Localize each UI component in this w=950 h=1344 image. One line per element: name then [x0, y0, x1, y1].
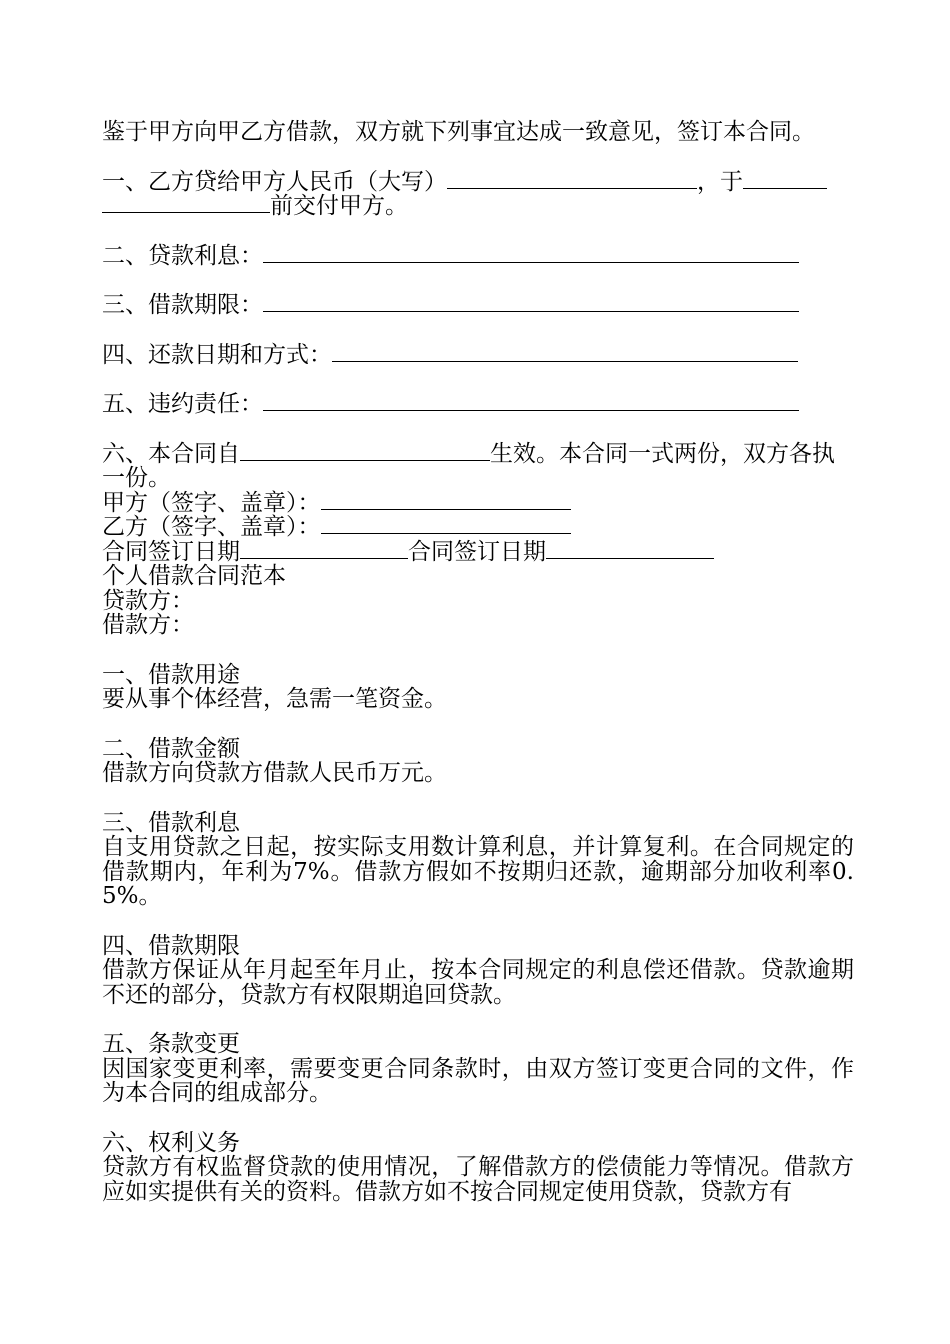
- sign-a-label: 甲方（签字、盖章）：: [102, 489, 321, 516]
- sign-date-label-1: 合同签订日期: [102, 538, 240, 565]
- interest-blank[interactable]: [263, 244, 799, 263]
- date-blank-b[interactable]: [102, 194, 270, 213]
- sign-a-line: [102, 491, 854, 516]
- section-3: [102, 811, 854, 909]
- section-heading: 二、借款金额: [102, 735, 240, 762]
- section-body: 借款方保证从年月起至年月止，按本合同规定的利息偿还借款。贷款逾期不还的部分，贷款方有权限期追回贷款。: [102, 957, 854, 1008]
- sign-a-blank[interactable]: [321, 491, 571, 510]
- clause-6-before: 六、本合同自: [102, 440, 240, 467]
- section-body: 自支用贷款之日起，按实际支用数计算利息，并计算复利。在合同规定的借款期内，年利为7%。借款方假如不按期归还款，逾期部分加收利率0.5%。: [102, 834, 854, 909]
- sign-date-blank-1[interactable]: [240, 540, 408, 559]
- sign-date-label-2: 合同签订日期: [408, 538, 546, 565]
- clause-2-label: 二、贷款利息：: [102, 242, 263, 269]
- section-body: 因国家变更利率，需要变更合同条款时，由双方签订变更合同的文件，作为本合同的组成部分。: [102, 1055, 854, 1106]
- clause-5: [102, 392, 854, 417]
- section-heading: 一、借款用途: [102, 661, 240, 688]
- clause-1: [102, 170, 854, 219]
- clause-6: [102, 442, 854, 491]
- amount-blank[interactable]: [447, 170, 697, 189]
- section-heading: 六、权利义务: [102, 1129, 240, 1156]
- document-page: [102, 120, 854, 1204]
- sign-b-label: 乙方（签字、盖章）：: [102, 514, 321, 540]
- section-heading: 三、借款利息: [102, 809, 240, 836]
- clause-4-label: 四、还款日期和方式：: [102, 341, 332, 368]
- intro-paragraph: 鉴于甲方向甲乙方借款，双方就下列事宜达成一致意见，签订本合同。: [102, 119, 815, 145]
- liability-blank[interactable]: [263, 392, 799, 411]
- clause-1-middle: ，于: [697, 168, 743, 195]
- effective-date-blank[interactable]: [240, 442, 490, 461]
- clause-6-after: 生效。本合同一式两份，双方各执一份。: [102, 440, 835, 491]
- date-blank-a[interactable]: [743, 170, 827, 189]
- clause-1-text: 一、乙方贷给甲方人民币（大写）: [102, 168, 447, 195]
- sign-date-line: [102, 540, 854, 565]
- clause-2: [102, 244, 854, 269]
- lender-line: 贷款方：: [102, 587, 194, 614]
- template-title: 个人借款合同范本: [102, 563, 286, 589]
- repayment-blank[interactable]: [332, 343, 798, 362]
- borrower-line: 借款方：: [102, 612, 194, 638]
- section-body: 要从事个体经营，急需一笔资金。: [102, 686, 447, 712]
- sign-date-blank-2[interactable]: [546, 540, 714, 559]
- section-2: [102, 737, 854, 786]
- clause-5-label: 五、违约责任：: [102, 391, 263, 417]
- clause-3: [102, 293, 854, 318]
- sign-b-line: [102, 515, 854, 540]
- clause-1-after: 前交付甲方。: [270, 193, 408, 219]
- section-4: [102, 934, 854, 1008]
- section-5: [102, 1032, 854, 1106]
- section-heading: 四、借款期限: [102, 932, 240, 959]
- clause-3-label: 三、借款期限：: [102, 292, 263, 318]
- term-blank[interactable]: [263, 293, 799, 312]
- section-body: 贷款方有权监督贷款的使用情况，了解借款方的偿债能力等情况。借款方应如实提供有关的资料。借款方如不按合同规定使用贷款，贷款方有: [102, 1154, 854, 1205]
- clause-4: [102, 343, 854, 368]
- section-1: [102, 663, 854, 712]
- section-heading: 五、条款变更: [102, 1031, 240, 1057]
- section-body: 借款方向贷款方借款人民币万元。: [102, 760, 447, 786]
- section-6: [102, 1131, 854, 1205]
- sign-b-blank[interactable]: [321, 515, 571, 534]
